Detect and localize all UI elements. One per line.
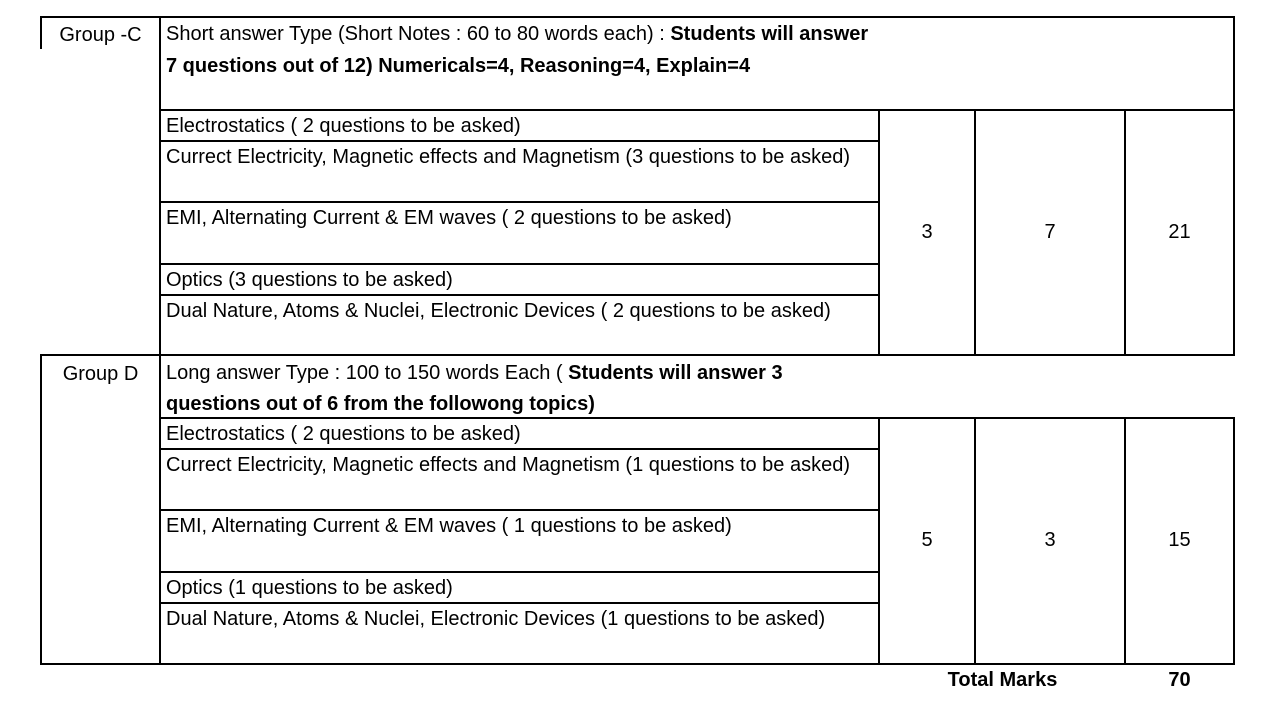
group-d-topic-2: Currect Electricity, Magnetic effects and Magnetism (1 questions to be asked) — [166, 454, 851, 476]
group-d-description-plain: Long answer Type : 100 to 150 words Each ( — [166, 362, 569, 384]
group-c-topic-2: Currect Electricity, Magnetic effects and Magnetism (3 questions to be asked) — [166, 146, 851, 168]
group-d-label: Group D — [62, 363, 139, 385]
total-marks-label: Total Marks — [947, 669, 1058, 691]
group-c-description-plain: Short answer Type (Short Notes : 60 to 80 words each) : — [166, 23, 671, 45]
group-c-description-bold: Students will answer 7 questions out of 12) Numericals=4, Reasoning=4, Explain=4 — [166, 23, 869, 77]
total-marks-value: 70 — [1168, 669, 1191, 691]
group-d-topic-1: Electrostatics ( 2 questions to be asked) — [166, 423, 521, 445]
group-c-description — [161, 17, 881, 109]
group-d-marks-each: 5 — [921, 529, 933, 551]
group-d-topic-4: Optics (1 questions to be asked) — [166, 577, 453, 599]
group-d-topic-3: EMI, Alternating Current & EM waves ( 1 questions to be asked) — [166, 515, 732, 537]
group-c-label: Group -C — [59, 24, 142, 46]
group-c-marks-each: 3 — [921, 221, 933, 243]
rule-right-d — [1233, 417, 1235, 665]
group-c-topic-1: Electrostatics ( 2 questions to be asked) — [166, 115, 521, 137]
rule-group-d-top — [40, 354, 1235, 356]
group-c-questions: 7 — [1044, 221, 1056, 243]
group-c-topic-5: Dual Nature, Atoms & Nuclei, Electronic Devices ( 2 questions to be asked) — [166, 300, 831, 322]
group-c-topic-3: EMI, Alternating Current & EM waves ( 2 questions to be asked) — [166, 207, 732, 229]
group-d-questions: 3 — [1044, 529, 1056, 551]
rule-left-d — [40, 354, 42, 665]
group-d-description-bold: Students will answer 3 questions out of 6 from the followong topics) — [166, 362, 783, 415]
group-c-total: 21 — [1168, 221, 1191, 243]
group-c-topic-4: Optics (3 questions to be asked) — [166, 269, 453, 291]
group-d-description — [161, 357, 881, 417]
group-d-topic-5: Dual Nature, Atoms & Nuclei, Electronic Devices (1 questions to be asked) — [166, 608, 826, 630]
group-d-total: 15 — [1168, 529, 1191, 551]
rule-right-c — [1233, 16, 1235, 356]
